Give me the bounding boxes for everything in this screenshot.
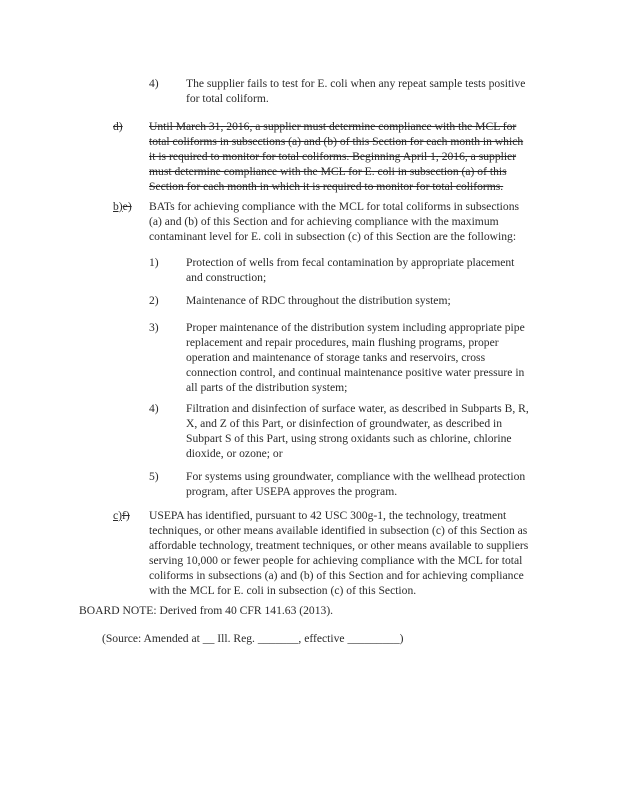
- bat-item-text: Proper maintenance of the distribution system including appropriate pipe replacement and repair procedures, main flushing programs, proper operation and maintenance of storage tanks and reservoirs, cross connection control, and continual maintenance positive water pressure in all parts of the distribution system;: [186, 321, 525, 394]
- section-d-label: d): [113, 120, 123, 133]
- section-b-text: BATs for achieving compliance with the MCL for total coliforms in subsections (a) and (b) of this Section and for achieving compliance with the maximum contaminant level for E. coli in subsection (c) of this Section are the following:: [149, 200, 520, 243]
- bat-item-number: 3): [149, 321, 159, 334]
- bat-item-number: 4): [149, 402, 159, 415]
- list-item-text: The supplier fails to test for E. coli when any repeat sample tests positive for total coliform.: [186, 77, 526, 105]
- source-note: (Source: Amended at __ Ill. Reg. _______, effective _________): [102, 632, 404, 645]
- list-item-number: 4): [149, 77, 159, 90]
- bat-item-number: 5): [149, 470, 159, 483]
- bat-item-text: Protection of wells from fecal contamination by appropriate placement and construction;: [186, 256, 515, 284]
- new-label: c): [113, 509, 123, 522]
- old-label: e): [122, 200, 132, 213]
- old-label: f): [122, 509, 130, 522]
- bat-item-text: For systems using groundwater, compliance with the wellhead protection program, after USEPA approves the program.: [186, 470, 526, 498]
- bat-item-number: 2): [149, 294, 159, 307]
- bat-item-text: Maintenance of RDC throughout the distribution system;: [186, 294, 451, 307]
- section-d-text: Until March 31, 2016, a supplier must determine compliance with the MCL for total coliforms in subsections (a) and (b) of this Section for each month in which it is required to monitor for total coliforms. Beginning April 1, 2016, a supplier must determine compliance with the MCL for E. coli in subsection (a) of this Section for each month in which it is required to monitor for total coliforms.: [149, 120, 524, 193]
- section-b-label: [113, 199, 132, 214]
- section-c-text: USEPA has identified, pursuant to 42 USC 300g-1, the technology, treatment techniques, or other means available identified in subsection (c) of this Section as affordable technology, treatment techniques, or other means available to suppliers serving 10,000 or fewer people for achieving compliance with the MCL for total coliforms in subsections (a) and (b) of this Section and for achieving compliance with the MCL for E. coli in subsection (c) of this Section.: [149, 509, 529, 597]
- section-c-label: [113, 508, 130, 523]
- board-note: BOARD NOTE: Derived from 40 CFR 141.63 (2013).: [79, 604, 334, 617]
- new-label: b): [113, 200, 123, 213]
- bat-item-text: Filtration and disinfection of surface water, as described in Subparts B, R, X, and Z of this Part, or disinfection of groundwater, as described in Subpart S of this Part, using strong oxidants such as chlorine, chlorine dioxide, or ozone; or: [186, 402, 529, 460]
- bat-item-number: 1): [149, 256, 159, 269]
